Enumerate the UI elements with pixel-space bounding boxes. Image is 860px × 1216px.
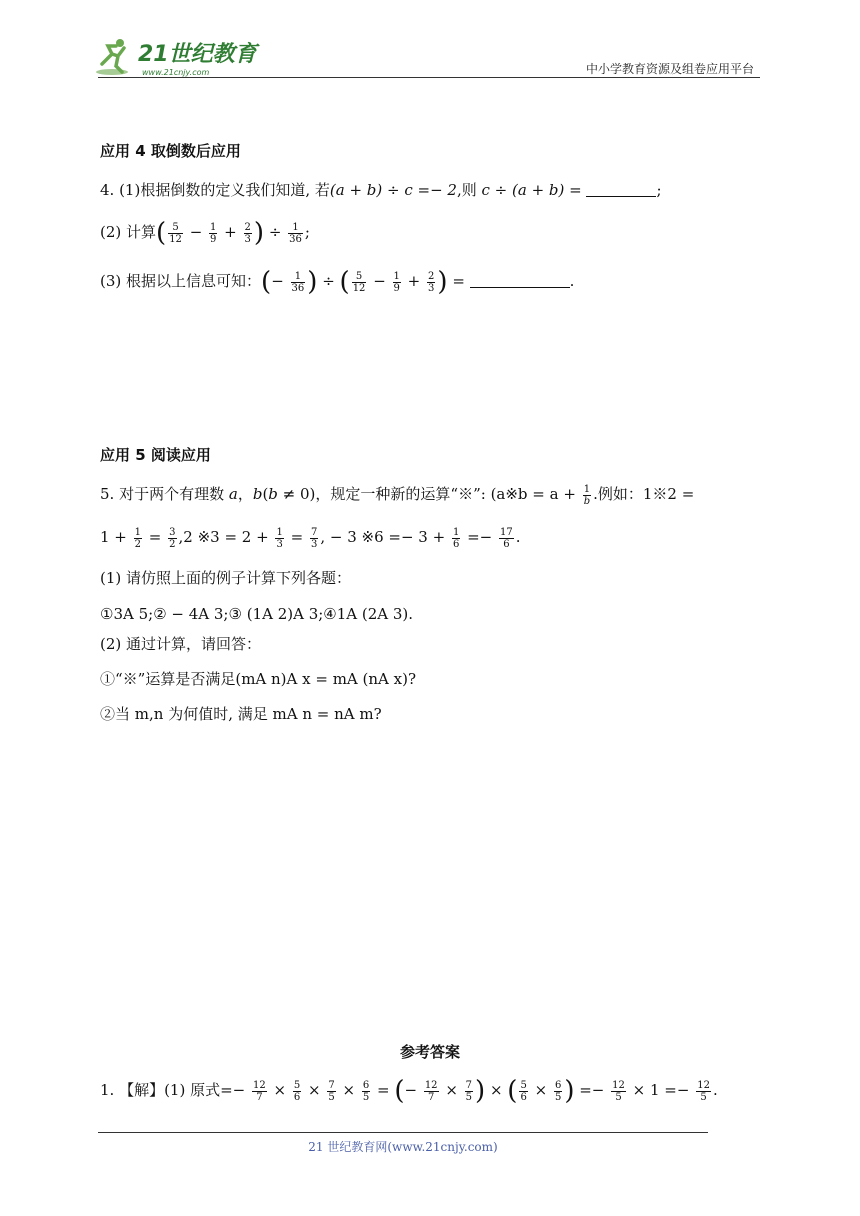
section-heading-app4: 应用 4 取倒数后应用 <box>100 142 241 160</box>
question-5-part1: (1) 请仿照上面的例子计算下列各题： <box>100 569 352 587</box>
question-5-part2-q2: ②当 m,n 为何值时, 满足 mA n = nA m? <box>100 705 382 723</box>
footer-link[interactable]: 21 世纪教育网(www.21cnjy.com) <box>308 1140 498 1154</box>
header-platform-name: 中小学教育资源及组卷应用平台 <box>585 62 754 76</box>
answer-blank <box>470 273 570 288</box>
question-5-intro: 5. 对于两个有理数 a，b(b ≠ 0)，规定一种新的运算“※”: (a※b = a + $\frac{1}{b}$ .例如：1※2 = <box>100 483 695 507</box>
section-heading-app5: 应用 5 阅读应用 <box>100 446 211 464</box>
question-4-1: 4. (1)根据倒数的定义我们知道, 若(a + b) ÷ c =− 2,则 c ÷ (a + b) = ; <box>100 181 662 199</box>
question-4-3: (3) 根据以上信息可知：(− $\frac{1}{36}$ ) ÷ ( $\frac{5}{12}$ − $\frac{1}{9}$ + $\frac{2}{3}$ ) = . <box>100 267 575 297</box>
site-logo <box>94 34 264 80</box>
header-divider <box>98 77 760 78</box>
answer-blank <box>586 182 656 197</box>
answer-1: 1. 【解】(1) 原式=− $\frac{12}{7}$ × $\frac{5}{6}$ × $\frac{7}{5}$ × $\frac{6}{5}$ = (− $\frac{12}{7}$ × $\frac{7}{5}$ ) × ( $\frac{5}{6}$ × $\frac{6}{5}$ ) =− $\frac{12}{5}$ × 1 =− $\frac{12}{5}$ . <box>100 1076 718 1106</box>
logo-text: 21世纪教育 <box>138 42 257 67</box>
runner-icon <box>96 39 128 75</box>
question-5-part1-items: ①3A 5;② − 4A 3;③ (1A 2)A 3;④1A (2A 3). <box>100 605 414 623</box>
question-4-2: (2) 计算( $\frac{5}{12}$ − $\frac{1}{9}$ + $\frac{2}{3}$ ) ÷ $\frac{1}{36}$ ; <box>100 218 310 248</box>
question-5-part2-q1: ①“※”运算是否满足(mA n)A x = mA (nA x)? <box>100 670 416 688</box>
answers-title: 参考答案 <box>399 1043 460 1061</box>
question-5-examples: 1 + $\frac{1}{2}$ = $\frac{3}{2}$ ,2 ※3 = 2 + $\frac{1}{3}$ = $\frac{7}{3}$ , − 3 ※6 =− 3 + $\frac{1}{6}$ =− $\frac{17}{6}$ . <box>100 526 521 550</box>
question-5-part2: (2) 通过计算，请回答： <box>100 635 262 653</box>
footer-divider <box>98 1132 708 1133</box>
logo-url: www.21cnjy.com <box>142 68 210 77</box>
